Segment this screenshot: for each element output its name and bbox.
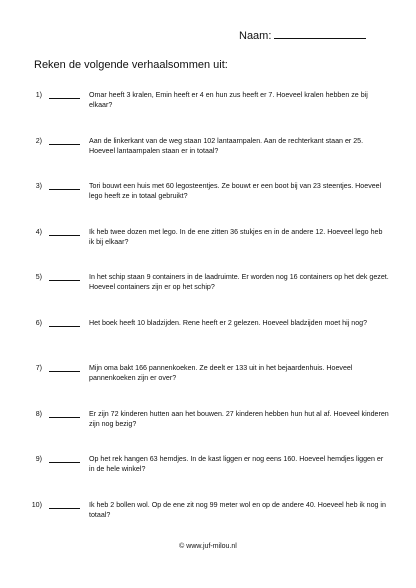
name-blank-line[interactable] xyxy=(274,28,366,39)
question-number: 2) xyxy=(35,136,42,145)
question-text: Ik heb 2 bollen wol. Op de ene zit nog 99 meter wol en op de andere 40. Hoeveel heb ik nog in totaal? xyxy=(89,500,386,519)
instruction-heading: Reken de volgende verhaalsommen uit: xyxy=(34,59,228,71)
question-text: Tori bouwt een huis met 60 legosteentjes. Ze bouwt er een boot bij van 23 steentjes. Hoeveel lego heeft ze in totaal gebruikt? xyxy=(89,182,382,200)
question-text: Het boek heeft 10 bladzijden. Rene heeft er 2 gelezen. Hoeveel bladzijden moet hij nog? xyxy=(89,318,368,327)
question-text: Er zijn 72 kinderen hutten aan het bouwen. 27 kinderen hebben hun hut al af. Hoeveel kinderen zijn nog bezig? xyxy=(89,409,389,428)
answer-blank-line[interactable] xyxy=(49,508,80,509)
question-number: 8) xyxy=(35,409,42,418)
answer-blank-line[interactable] xyxy=(49,371,80,372)
question-text: In het schip staan 9 containers in de laadruimte. Er worden nog 16 containers op het dek gezet. Hoeveel containers zijn er op het schip? xyxy=(89,273,389,291)
answer-blank-line[interactable] xyxy=(49,280,80,281)
question-number: 4) xyxy=(35,227,42,236)
answer-blank-line[interactable] xyxy=(49,189,80,190)
question-number: 9) xyxy=(35,455,42,463)
answer-blank-line[interactable] xyxy=(49,326,80,327)
question-text: Op het rek hangen 63 hemdjes. In de kast liggen er nog eens 160. Hoeveel hemdjes liggen er in de hele winkel? xyxy=(89,455,384,473)
question-text: Omar heeft 3 kralen, Emin heeft er 4 en hun zus heeft er 7. Hoeveel kralen hebben ze bij elkaar? xyxy=(89,91,368,109)
name-label: Naam: xyxy=(239,30,272,42)
question-number: 1) xyxy=(35,91,42,99)
question-text: Mijn oma bakt 166 pannenkoeken. Ze deelt er 133 uit in het bejaardenhuis. Hoeveel pannenkoeken zijn er over? xyxy=(89,364,353,382)
question-number: 5) xyxy=(35,273,42,281)
question-text: Aan de linkerkant van de weg staan 102 lantaarnpalen. Aan de rechterkant staan er 25. Hoeveel lantaarnpalen staan er in totaal? xyxy=(89,136,364,155)
answer-blank-line[interactable] xyxy=(49,417,80,418)
answer-blank-line[interactable] xyxy=(49,462,80,463)
question-number: 3) xyxy=(35,182,42,190)
answer-blank-line[interactable] xyxy=(49,144,80,145)
footer-copyright: © www.juf-milou.nl xyxy=(179,543,237,550)
answer-blank-line[interactable] xyxy=(49,98,80,99)
question-number: 7) xyxy=(35,364,42,372)
answer-blank-line[interactable] xyxy=(49,235,80,236)
question-text: Ik heb twee dozen met lego. In de ene zitten 36 stukjes en in de andere 12. Hoeveel lego heb ik bij elkaar? xyxy=(89,227,383,246)
question-number: 6) xyxy=(35,318,42,327)
question-number: 10) xyxy=(31,500,42,509)
name-field xyxy=(239,28,366,42)
